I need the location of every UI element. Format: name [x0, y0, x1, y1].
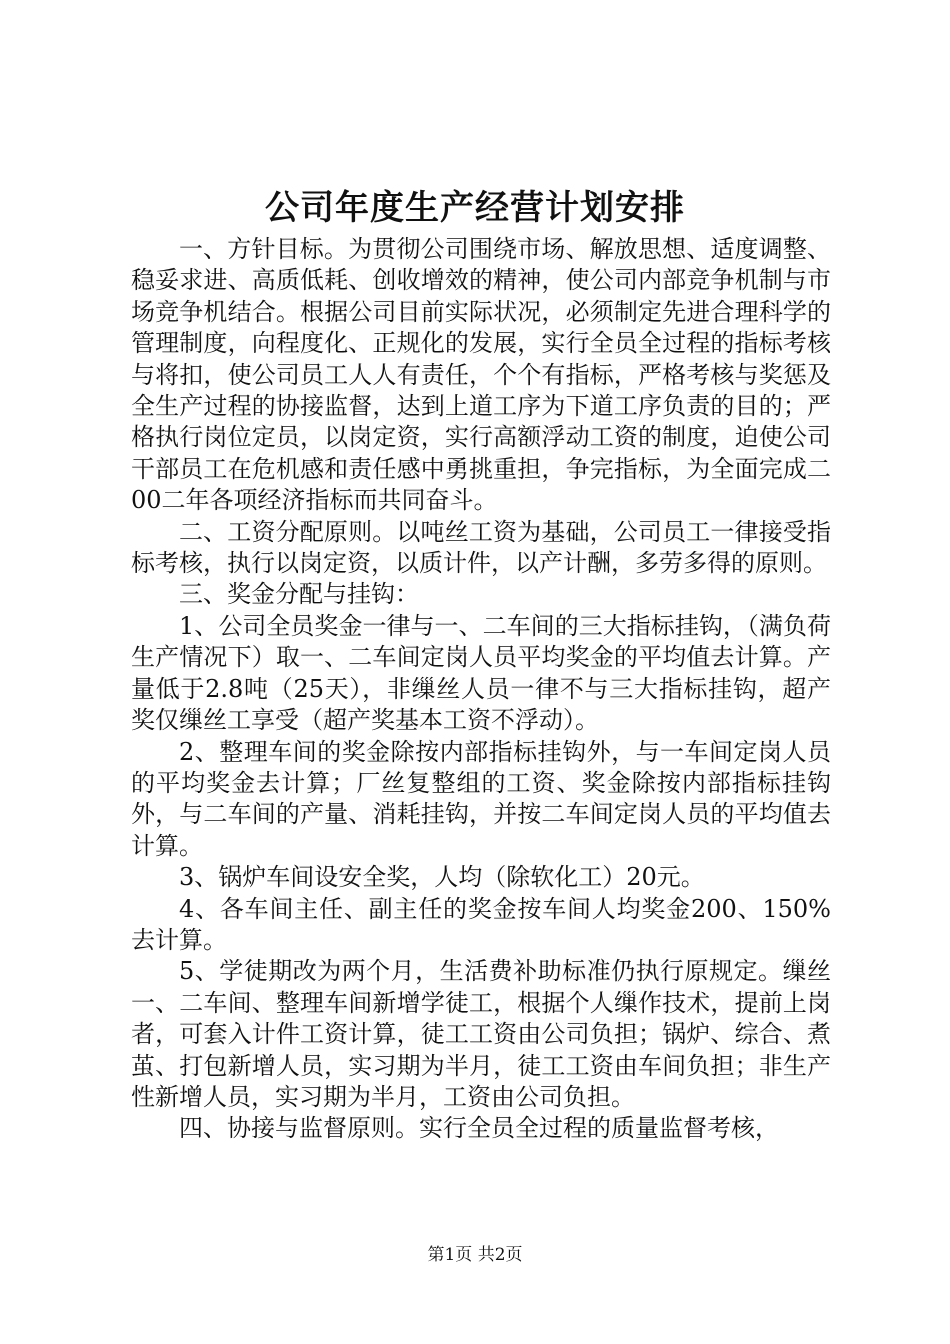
document-title: 公司年度生产经营计划安排: [265, 188, 685, 228]
paragraph-wage-principle: 二、工资分配原则。以吨丝工资为基础，公司员工一律接受指标考核，执行以岗定资，以质计件，以产计酬，多劳多得的原则。: [131, 517, 831, 578]
paragraph-bonus-item-1: 1、公司全员奖金一律与一、二车间的三大指标挂钩，（满负荷生产情况下）取一、二车间定岗人员平均奖金的平均值去计算。产量低于2.8吨（25天），非缫丝人员一律不与三大指标挂钩，超产奖仅缫丝工享受（超产奖基本工资不浮动）。: [131, 611, 831, 735]
paragraph-supervision-principle: 四、协接与监督原则。实行全员全过程的质量监督考核，: [179, 1114, 779, 1143]
paragraph-bonus-item-5: 5、学徒期改为两个月，生活费补助标准仍执行原规定。缫丝一、二车间、整理车间新增学徒工，根据个人缫作技术，提前上岗者，可套入计件工资计算，徒工工资由公司负担；锅炉、综合、煮茧、打包新增人员，实习期为半月，徒工工资由车间负担；非生产性新增人员，实习期为半月，工资由公司负担。: [131, 957, 831, 1111]
paragraph-bonus-item-4: 4、各车间主任、副主任的奖金按车间人均奖金200、150%去计算。: [131, 894, 831, 954]
paragraph-bonus-heading: 三、奖金分配与挂钩：: [179, 580, 419, 609]
document-body: [131, 234, 831, 1145]
paragraph-bonus-item-3: 3、锅炉车间设安全奖，人均（除软化工）20元。: [179, 863, 705, 892]
page-number-footer: 第1页 共2页: [427, 1245, 523, 1265]
paragraph-policy-goals: 一、方针目标。为贯彻公司围绕市场、解放思想、适度调整、稳妥求进、高质低耗、创收增效的精神，使公司内部竞争机制与市场竞争机结合。根据公司目前实际状况，必须制定先进合理科学的管理制度，向程度化、正规化的发展，实行全员全过程的指标考核与将扣，使公司员工人人有责任，个个有指标，严格考核与奖惩及全生产过程的协接监督，达到上道工序为下道工序负责的目的；严格执行岗位定员，以岗定资，实行高额浮动工资的制度，迫使公司干部员工在危机感和责任感中勇挑重担，争完指标，为全面完成二00二年各项经济指标而共同奋斗。: [131, 235, 831, 515]
paragraph-bonus-item-2: 2、整理车间的奖金除按内部指标挂钩外，与一车间定岗人员的平均奖金去计算；厂丝复整组的工资、奖金除按内部指标挂钩外，与二车间的产量、消耗挂钩，并按二车间定岗人员的平均值去计算。: [131, 737, 831, 860]
